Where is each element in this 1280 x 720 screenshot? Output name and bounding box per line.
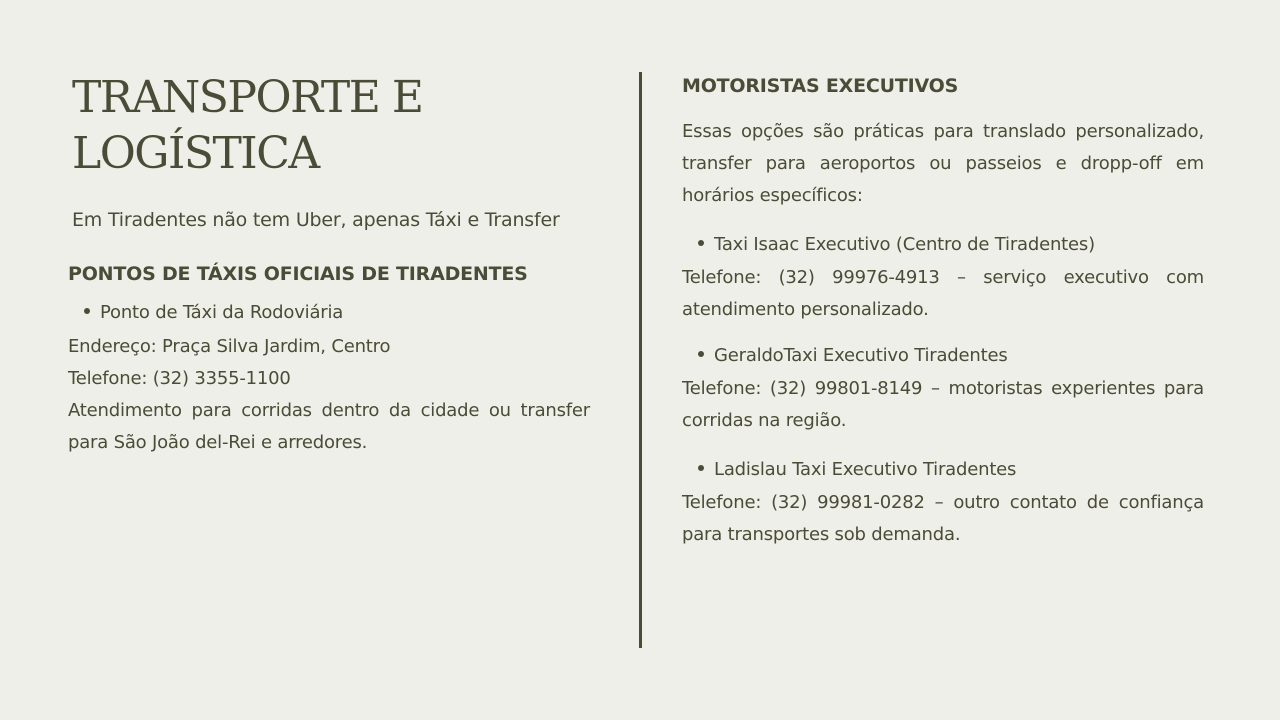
column-divider xyxy=(639,72,642,648)
list-item-label: Ladislau Taxi Executivo Tiradentes xyxy=(714,459,1017,480)
taxi-stands-heading: PONTOS DE TÁXIS OFICIAIS DE TIRADENTES xyxy=(68,263,528,285)
intro-text: Essas opções são práticas para translado personalizado, transfer para aeroportos ou passeios e dropp-off em horários específicos: xyxy=(682,121,1204,206)
isaac-details: Telefone: (32) 99976-4913 – serviço executivo com atendimento personalizado. xyxy=(682,267,1204,320)
list-item-ladislau xyxy=(698,455,1016,485)
address-text: Endereço: Praça Silva Jardim, Centro xyxy=(68,336,391,357)
page-title: TRANSPORTE E LOGÍSTICA xyxy=(72,72,423,179)
description-text: Atendimento para corridas dentro da cidade ou transfer para São João del-Rei e arredores. xyxy=(68,400,590,453)
bullet-icon xyxy=(698,351,704,357)
bullet-icon xyxy=(84,308,90,314)
list-item-geraldo xyxy=(698,341,1008,371)
page-subtitle: Em Tiradentes não tem Uber, apenas Táxi e Transfer xyxy=(72,209,560,231)
list-item-isaac xyxy=(698,230,1095,260)
bullet-icon xyxy=(698,240,704,246)
executive-drivers-heading: MOTORISTAS EXECUTIVOS xyxy=(682,75,959,97)
phone-text: Telefone: (32) 3355-1100 xyxy=(68,368,291,389)
list-item-rodoviaria xyxy=(84,298,343,328)
geraldo-details: Telefone: (32) 99801-8149 – motoristas experientes para corridas na região. xyxy=(682,378,1204,431)
bullet-icon xyxy=(698,465,704,471)
list-item-label: Ponto de Táxi da Rodoviária xyxy=(100,302,344,323)
ladislau-details: Telefone: (32) 99981-0282 – outro contato de confiança para transportes sob demanda. xyxy=(682,492,1204,545)
list-item-label: Taxi Isaac Executivo (Centro de Tiradentes) xyxy=(714,234,1095,255)
list-item-label: GeraldoTaxi Executivo Tiradentes xyxy=(714,345,1008,366)
